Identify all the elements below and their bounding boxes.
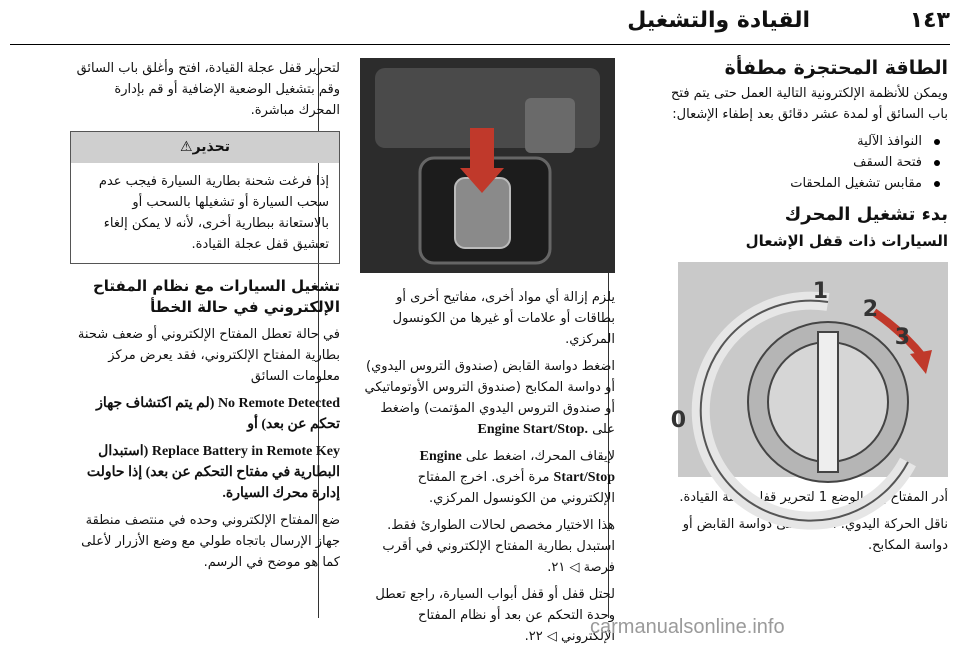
list-item: فتحة السقف — [663, 152, 934, 173]
emergency-only-text: هذا الاختيار مخصص لحالات الطوارئ فقط. استبدل بطارية المفتاح الإلكتروني في أقرب فرصة ◁ ٢١. — [382, 518, 615, 575]
press-pedal-text: اضغط دواسة القابض (صندوق التروس اليدوي) أو دواسة المكابح (صندوق التروس الأوتوماتيكي أو صندوق التروس اليدوي المؤتمت) واضغط على Engine Start/Stop. — [364, 359, 615, 437]
list-item: النوافذ الآلية — [663, 131, 934, 152]
unlock-doors-text: لحتل قفل أو قفل أبواب السيارة، راجع تعطل وحدة التحكم عن بعد أو نظام المفتاح الإلكتروني ◁ ٢٢. — [375, 587, 615, 644]
caption-manual-gearbox: ناقل الحركة اليدوي: اضغط على دواسة القابض أو دواسة المكابح. — [682, 517, 948, 553]
header-rule — [10, 44, 950, 45]
retained-power-intro: ويمكن للأنظمة الإلكترونية التالية العمل حتى يتم فتح باب السائق أو لمدة عشر دقائق بعد إطفاء الإشعال: — [671, 86, 948, 122]
release-steering-lock-text: لتحرير قفل عجلة القيادة، افتح وأغلق باب السائق وقم بتشغيل الوضعية الإضافية أو قم بإدارة المحرك مباشرة. — [76, 61, 340, 118]
message-replace-battery: Replace Battery in Remote Key (استبدال البطارية في مفتاح التحكم عن بعد) إذا حاولت إدارة محرك السيارة. — [86, 444, 340, 501]
column-right — [663, 58, 948, 562]
engine-start-stop-key-2: Engine Start/Stop — [419, 449, 615, 485]
engine-start-stop-key: Engine Start/Stop. — [477, 422, 588, 437]
console-photo-svg — [360, 58, 615, 273]
ignition-diagram-svg — [670, 262, 948, 477]
fault-description-text: في حالة تعطل المفتاح الإلكتروني أو ضعف شحنة بطارية المفتاح الإلكتروني، فقد يعرض مركز معلومات السائق — [77, 327, 340, 384]
diagram-label-0: 0 — [670, 408, 686, 433]
remove-objects-text: يلزم إزالة أي مواد أخرى، مفاتيح أخرى أو بطاقات أو علامات أو غيرها من الكونسول المركزي. — [392, 290, 615, 347]
caption-turn-key: أدر المفتاح إلى الوضع 1 لتحرير قفل عجلة القيادة. — [679, 490, 948, 505]
warning-text: إذا فرغت شحنة بطارية السيارة فيجب عدم سحب السيارة أو تشغيلها بالسحب أو بالاستعانة ببطارية أخرى، لأنه لا يمكن إلغاء تعشيق قفل عجلة القيادة. — [98, 174, 329, 252]
page-header — [0, 0, 960, 50]
column-left — [70, 58, 340, 579]
column-middle — [360, 58, 615, 653]
section-heading-engine-start: بدء تشغيل المحرك — [784, 204, 948, 225]
diagram-label-2: 2 — [862, 297, 878, 322]
section-heading-retained-power: الطاقة المحتجزة مطفأة — [724, 57, 948, 79]
page-number: ١٤٣ — [909, 8, 950, 33]
console-transmitter-photo — [360, 58, 615, 273]
message-no-remote-detected: No Remote Detected (لم يتم اكتشاف جهاز تحكم عن بعد) أو — [96, 396, 340, 432]
warning-box — [70, 131, 340, 264]
diagram-label-3: 3 — [894, 325, 910, 350]
retained-power-list — [663, 131, 948, 194]
diagram-label-1: 1 — [812, 279, 828, 304]
list-item: مقابس تشغيل الملحقات — [663, 173, 934, 194]
header-title: القيادة والتشغيل — [627, 8, 810, 33]
sub-heading-ignition-lock: السيارات ذات قفل الإشعال — [745, 232, 948, 250]
place-key-text: ضع المفتاح الإلكتروني وحده في منتصف منطقة جهاز الإرسال باتجاه طولي مع وضع الأزرار لأعلى كما هو موضح في الرسم. — [81, 513, 340, 570]
ignition-key-diagram — [670, 262, 948, 477]
section-heading-fault-start: تشغيل السيارات مع نظام المفتاح الإلكتروني في حالة الخطأ — [92, 277, 340, 316]
stop-engine-text: لإيقاف المحرك، اضغط على Engine Start/Stop مرة أخرى. اخرج المفتاح الإلكتروني من الكونسول المركزي. — [417, 449, 615, 506]
warning-title: تحذير⚠ — [71, 132, 339, 163]
watermark: carmanualsonline.info — [590, 616, 785, 638]
